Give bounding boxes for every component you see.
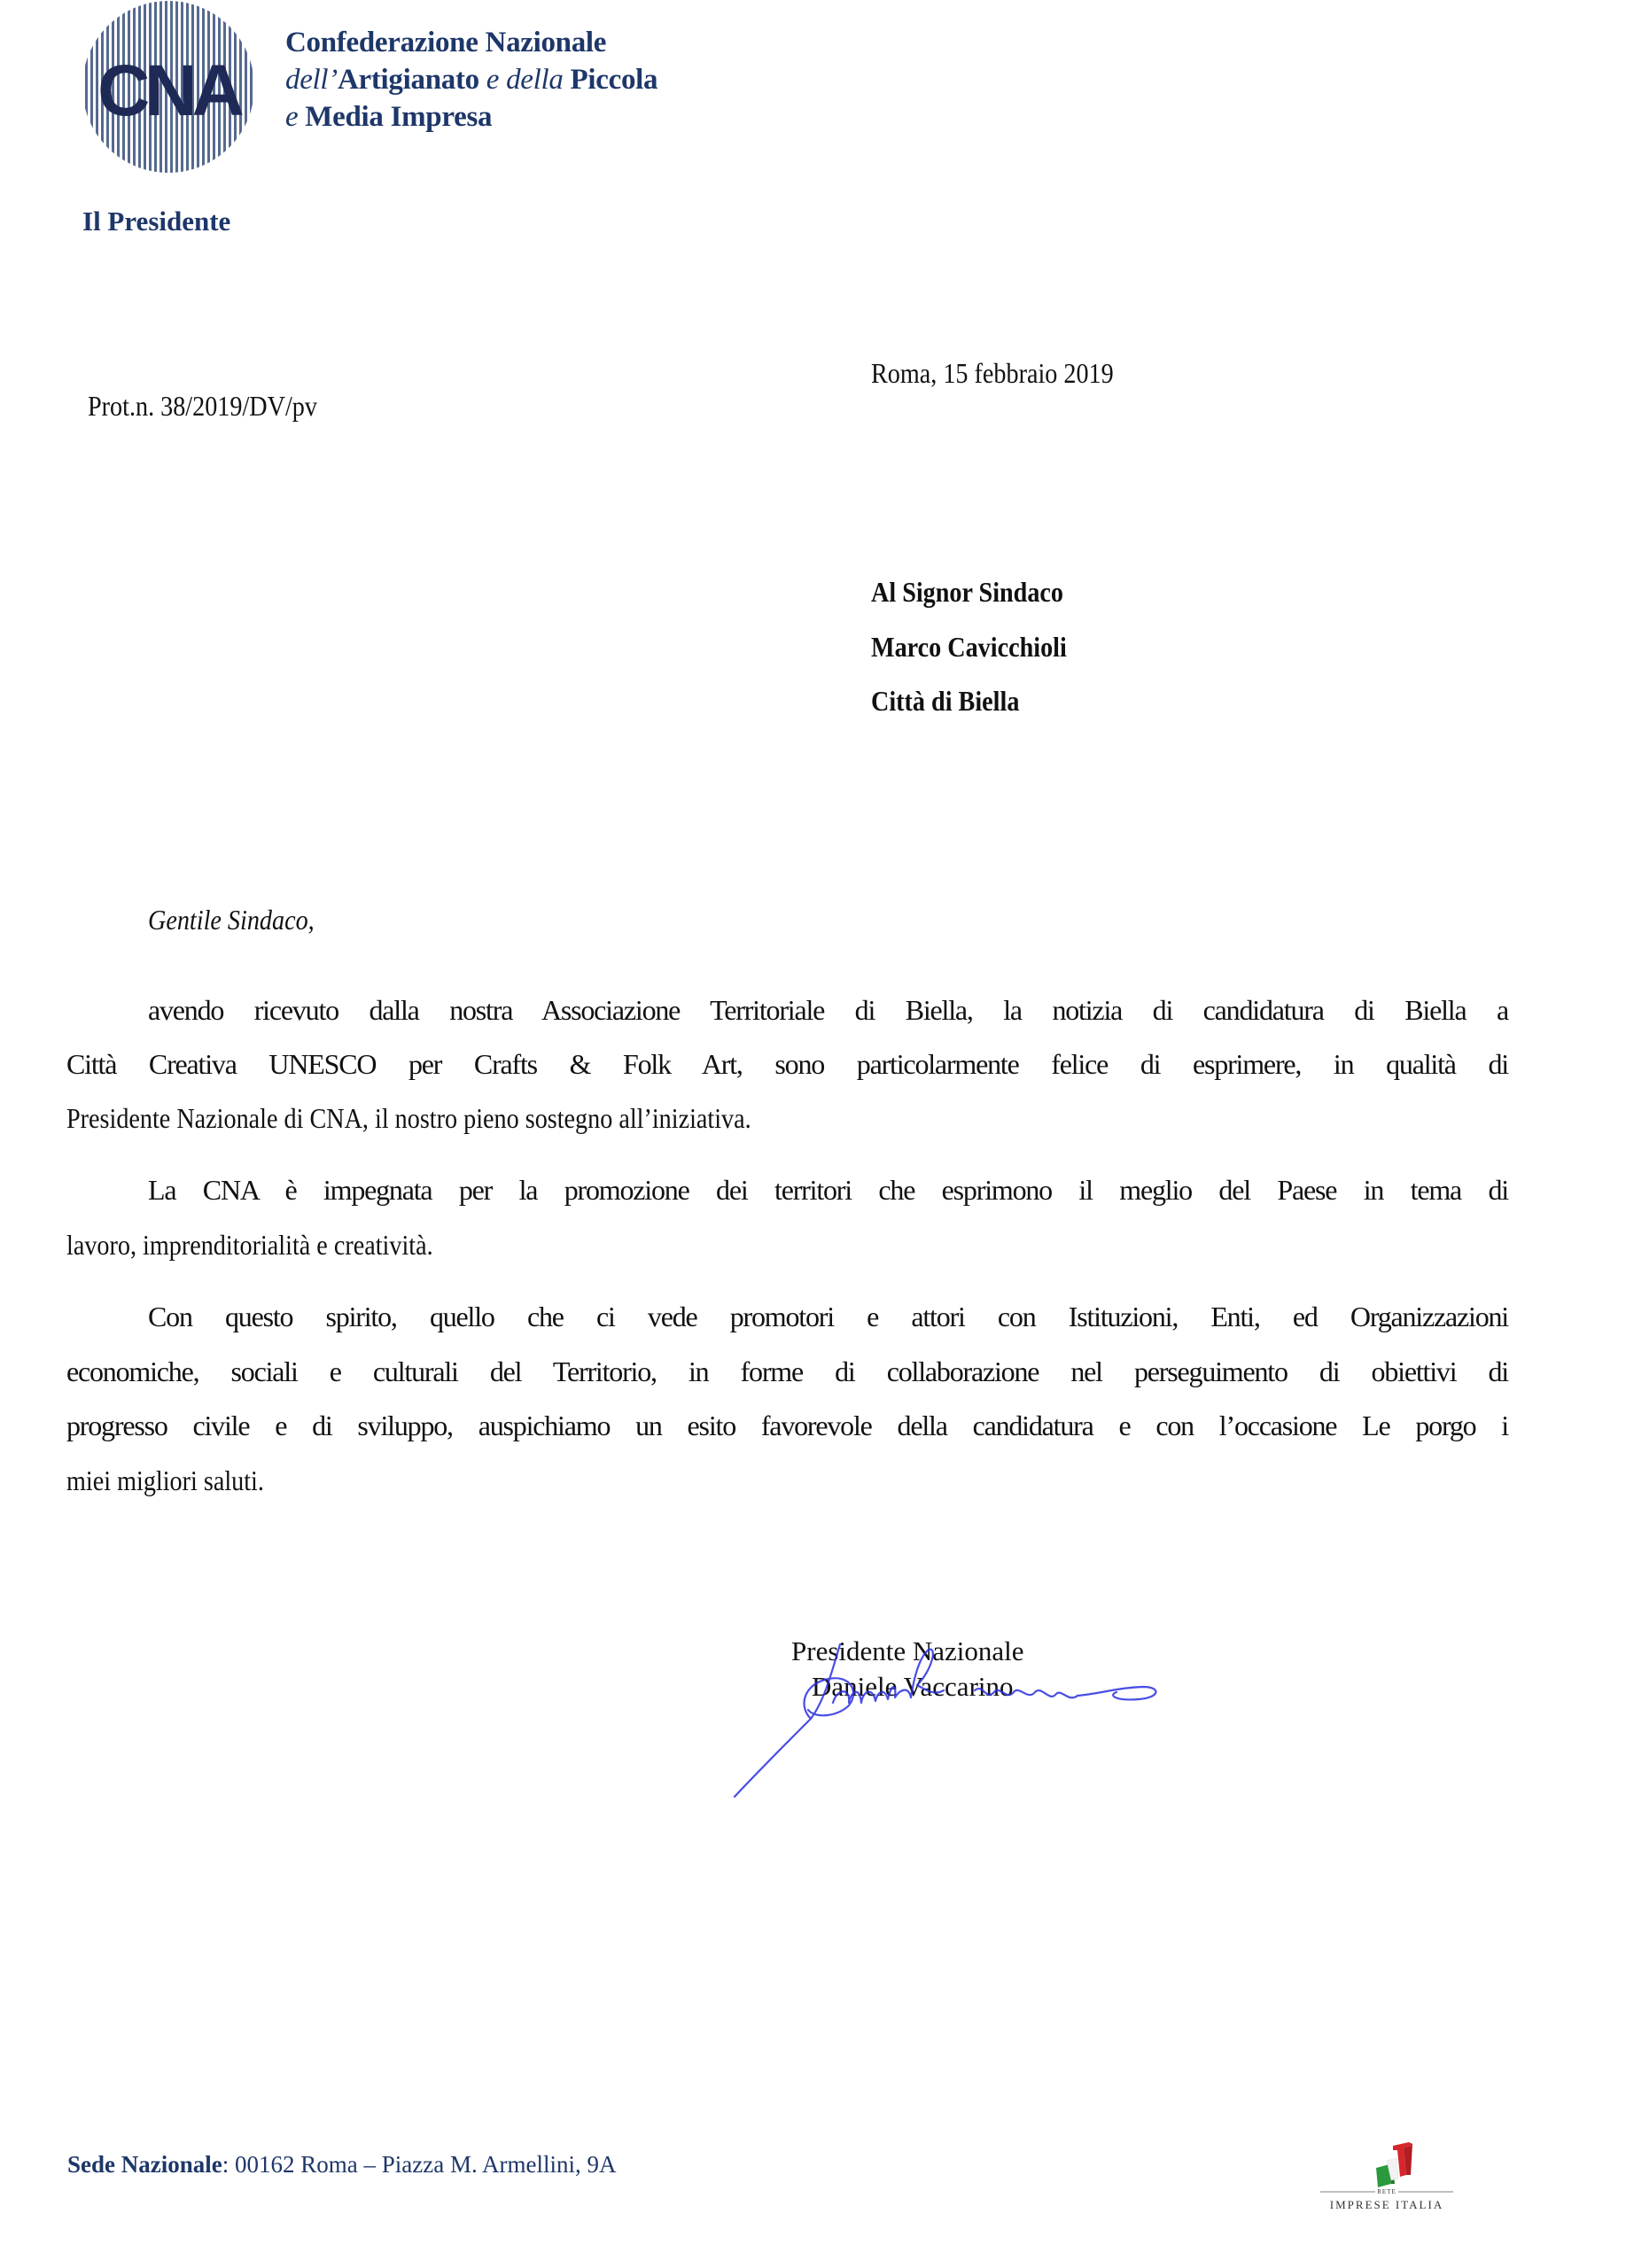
footer-address-value: : 00162 Roma – Piazza M. Armellini, 9A	[222, 2151, 617, 2178]
org-name-line-1: Confederazione Nazionale	[285, 27, 607, 58]
rete-name: IMPRESE ITALIA	[1329, 2198, 1444, 2211]
paragraph-line: La CNA è impegnata per la promozione dei territori che esprimono il meglio del Paese in tema di	[148, 1174, 1508, 1206]
paragraph-line: Con questo spirito, quello che ci vede promotori e attori con Istituzioni, Enti, ed Organizzazioni	[148, 1301, 1508, 1332]
paragraph-line: Città Creativa UNESCO per Crafts & Folk Art, sono particolarmente felice di esprimere, in qualità di	[66, 1048, 1508, 1080]
signatory-title: Presidente Nazionale	[791, 1635, 1024, 1666]
date-text: Roma, 15 febbraio 2019	[871, 357, 1114, 389]
org-name-fragment: dell’	[285, 64, 338, 96]
protocol-number	[88, 392, 348, 420]
footer-address	[67, 2151, 616, 2179]
protocol-text: Prot.n. 38/2019/DV/pv	[88, 390, 317, 422]
salutation-text: Gentile Sindaco,	[148, 904, 315, 936]
org-name-fragment: e della	[486, 64, 564, 96]
org-name-fragment: Piccola	[563, 64, 658, 96]
org-name-fragment: Artigianato	[337, 64, 486, 96]
letter-date	[871, 359, 1147, 387]
recipient-text: Marco Cavicchioli	[871, 631, 1067, 663]
recipient-text: Al Signor Sindaco	[871, 576, 1064, 608]
org-name-fragment: e	[285, 101, 299, 133]
org-name-fragment: Media Impresa	[298, 101, 493, 133]
org-name-line-3	[285, 101, 492, 134]
org-name-line-2	[285, 64, 657, 97]
paragraph-line: miei migliori saluti.	[66, 1464, 264, 1496]
salutation	[148, 905, 337, 934]
handwritten-signature	[727, 1621, 1170, 1807]
recipient-line	[871, 633, 1093, 661]
paragraph-line: Presidente Nazionale di CNA, il nostro pieno sostegno all’iniziativa.	[66, 1102, 751, 1134]
footer-address-label: Sede Nazionale	[67, 2151, 222, 2178]
rete-label: RETE	[1377, 2188, 1396, 2195]
signatory-name: Daniele Vaccarino	[812, 1671, 1014, 1702]
paragraph-line: progresso civile e di sviluppo, auspichiamo un esito favorevole della candidatura e con l’occasione Le porgo i	[66, 1410, 1508, 1441]
paragraph-line: economiche, sociali e culturali del Territorio, in forme di collaborazione nel perseguimento di obiettivi di	[66, 1355, 1508, 1387]
recipient-line	[871, 578, 1090, 606]
paragraph-line: avendo ricevuto dalla nostra Associazione Territoriale di Biella, la notizia di candidatura di Biella a	[148, 994, 1508, 1026]
paragraph-line: lavoro, imprenditorialità e creatività.	[66, 1229, 433, 1261]
svg-text:CNA: CNA	[97, 50, 239, 131]
recipient-line	[871, 687, 1039, 715]
office-title: Il Presidente	[82, 206, 231, 237]
recipient-text: Città di Biella	[871, 685, 1020, 717]
cna-logo	[80, 0, 257, 174]
